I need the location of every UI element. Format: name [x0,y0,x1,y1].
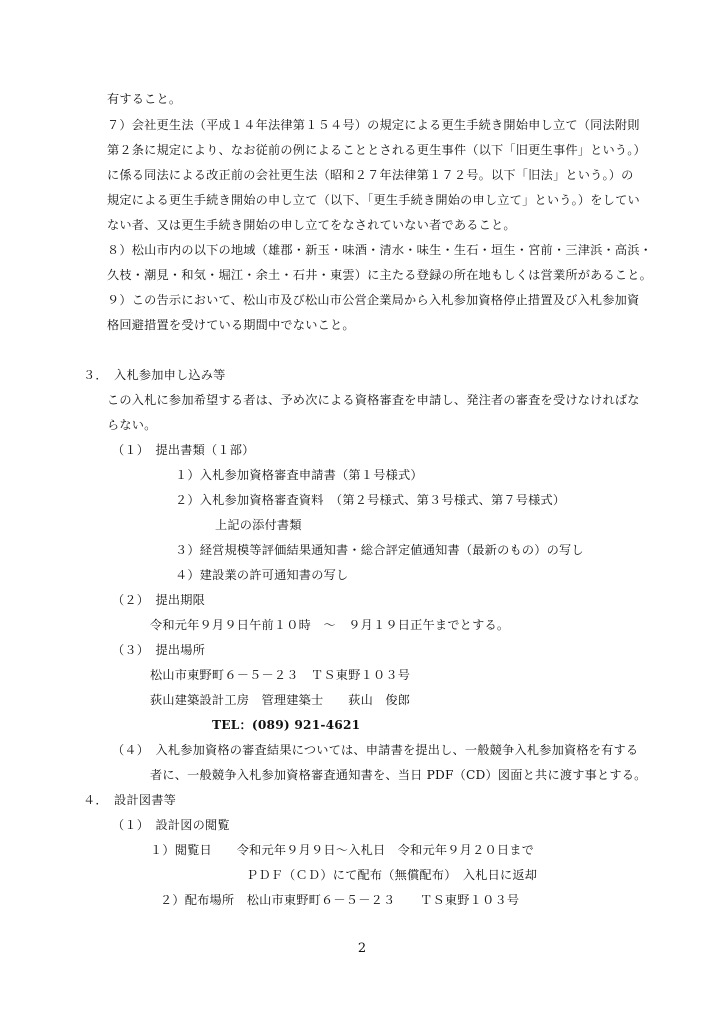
text-line: ７）会社更生法（平成１４年法律第１５４号）の規定による更生手続き開始申し立て（同法附則 [107,118,640,132]
text-line: 規定による更生手続き開始の申し立て（以下、「更生手続き開始の申し立て」という。）をしてい [107,193,640,207]
text-line: 久枝・潮見・和気・堀江・余土・石井・東雲）に主たる登録の所在地もしくは営業所があること。 [107,268,653,282]
text-line: 令和元年９月９日午前１０時 ～ ９月１９日正午までとする。 [150,618,510,632]
subheading: （２） 提出期限 [112,593,205,607]
text-line: 上記の添付書類 [215,518,302,532]
text-line: らない。 [107,418,157,432]
subheading: （３） 提出場所 [112,643,205,657]
list-item: ３）経営規模等評価結果通知書・総合評定値通知書（最新のもの）の写し [175,543,584,557]
text-line: この入札に参加希望する者は、予め次による資格審査を申請し、発注者の審査を受けなければな [107,393,640,407]
list-item: ２）入札参加資格審査資料 （第２号様式、第３号様式、第７号様式） [175,493,566,507]
text-line: に係る同法による改正前の会社更生法（昭和２７年法律第１７２号。以下「旧法」という。）の [107,168,634,182]
text-line: ＰＤＦ（ＣＤ）にて配布（無償配布） 入札日に返却 [246,868,538,882]
text-line: ８）松山市内の以下の地域（雄郡・新玉・味酒・清水・味生・生石・垣生・宮前・三津浜・高浜・ [107,243,653,257]
text-line: 有すること。 [107,92,182,106]
phone-line: TEL：(089) 921-4621 [212,718,361,732]
address-line: 松山市東野町６－５－２３ ＴＳ東野１０３号 [150,668,411,682]
subheading: （４） 入札参加資格の審査結果については、申請書を提出し、一般競争入札参加資格を有する [112,743,639,757]
text-line: ない者、又は更生手続き開始の申し立てをなされていない者であること。 [107,218,516,232]
text-line: 格回避措置を受けている期間中でないこと。 [107,318,355,332]
subheading: （１） 提出書類（１部） [112,443,255,457]
office-line: 荻山建築設計工房 管理建築士 荻山 俊郎 [150,693,411,707]
list-item: １）入札参加資格審査申請書（第１号様式） [175,468,423,482]
list-item: ４）建設業の許可通知書の写し [175,568,349,582]
list-item: １）閲覧日 令和元年９月９日～入札日 令和元年９月２０日まで [150,843,535,857]
text-line: 第２条に規定により、なお従前の例によることとされる更生事件（以下「旧更生事件」という。） [107,143,646,157]
section-heading-4: ４． 設計図書等 [83,793,176,807]
list-item: ２）配布場所 松山市東野町６－５－２３ ＴＳ東野１０３号 [160,893,520,907]
subheading: （１） 設計図の閲覧 [112,818,230,832]
page-number: 2 [357,941,367,956]
section-heading-3: ３． 入札参加申し込み等 [83,368,226,382]
text-line: 者に、一般競争入札参加資格審査通知書を、当日 PDF（CD）図面と共に渡す事とする。 [150,768,647,782]
text-line: ９）この告示において、松山市及び松山市公営企業局から入札参加資格停止措置及び入札参加資 [107,293,640,307]
